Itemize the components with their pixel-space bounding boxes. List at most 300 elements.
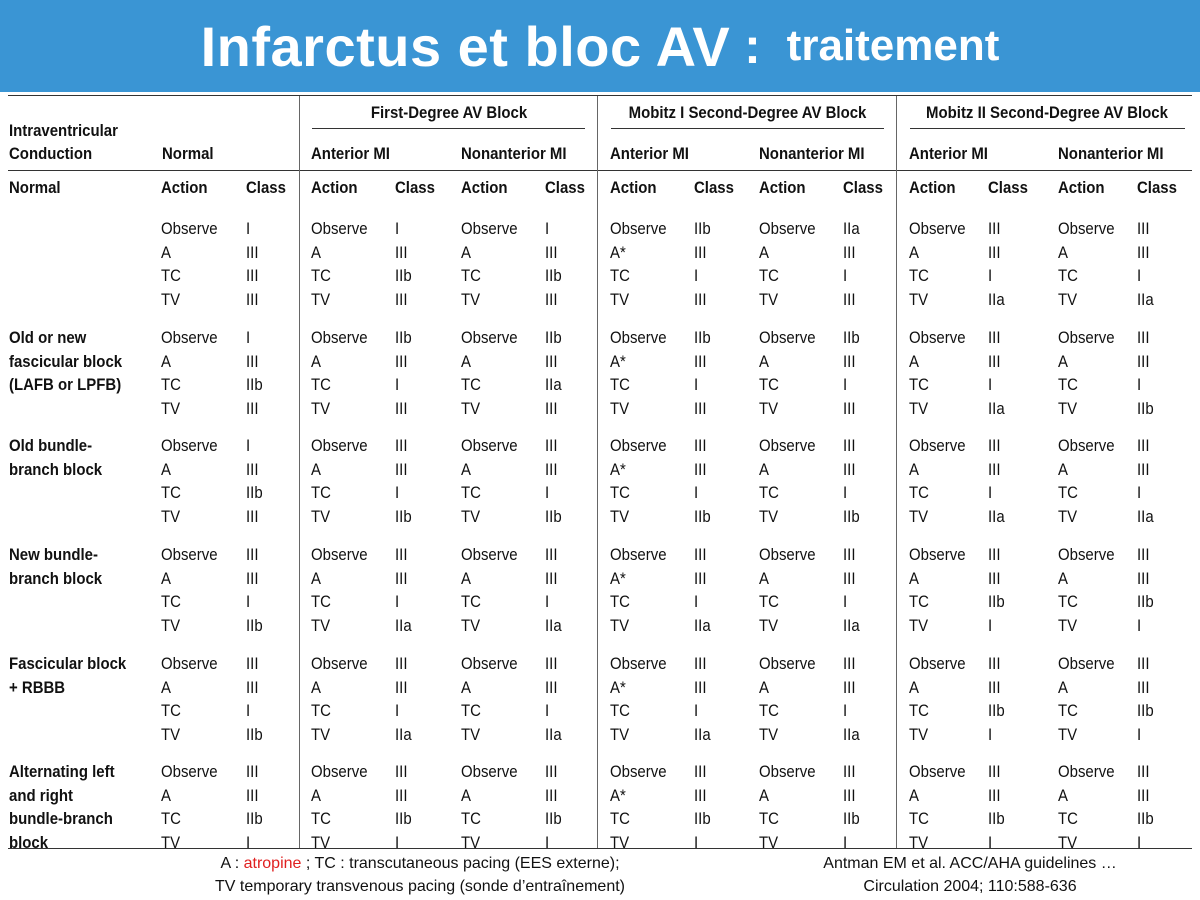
class-cell: III (545, 568, 558, 588)
group-header: Mobitz II Second-Degree AV Block (926, 103, 1168, 122)
class-cell: III (988, 436, 1001, 455)
class-cell: I (988, 833, 993, 853)
class-cell: III (246, 785, 259, 805)
action-cell: A (461, 351, 471, 371)
class-cell: III (246, 351, 259, 371)
row-label: New bundle- (9, 545, 98, 564)
action-cell: A (1058, 459, 1068, 479)
class-cell: III (545, 654, 558, 673)
action-cell: TV (461, 725, 481, 745)
class-cell: I (1137, 833, 1142, 853)
action-cell: TV (461, 507, 481, 527)
row-label: branch block (9, 568, 103, 588)
action-cell: A (759, 785, 769, 805)
action-cell: A (311, 677, 321, 697)
class-cell: III (694, 762, 707, 781)
action-cell: A (161, 351, 171, 371)
legend-line-2: TV temporary transvenous pacing (sonde d’entraînement) (215, 878, 625, 895)
action-cell: TC (161, 809, 181, 829)
class-cell: IIb (1137, 592, 1154, 612)
action-cell: A (461, 459, 471, 479)
class-cell: I (246, 436, 251, 455)
action-cell: Observe (161, 762, 218, 781)
class-cell: III (1137, 568, 1150, 588)
class-cell: IIa (545, 375, 562, 395)
action-cell: TV (759, 507, 779, 527)
action-cell: TC (759, 483, 779, 503)
class-cell: III (545, 785, 558, 805)
action-cell: TV (610, 725, 630, 745)
group-underline-first-degree (312, 128, 585, 129)
action-cell: Observe (610, 654, 667, 673)
action-header: Action (161, 178, 208, 197)
class-cell: III (843, 459, 856, 479)
class-cell: III (694, 677, 707, 697)
action-cell: Observe (161, 654, 218, 673)
class-cell: IIa (988, 399, 1005, 419)
class-header: Class (246, 178, 286, 197)
subcolumn-header: Nonanterior MI (1058, 144, 1164, 163)
action-cell: Observe (461, 545, 518, 564)
class-cell: III (843, 351, 856, 371)
action-cell: Observe (161, 436, 218, 455)
action-cell: TC (311, 375, 331, 395)
class-cell: I (395, 833, 400, 853)
footer (0, 852, 1200, 900)
row-label: Alternating left (9, 762, 115, 781)
action-cell: TV (759, 725, 779, 745)
atropine-highlight: atropine (243, 855, 302, 872)
class-cell: I (246, 592, 251, 612)
action-cell: A (161, 785, 171, 805)
class-cell: III (843, 242, 856, 262)
action-cell: Observe (1058, 436, 1115, 455)
action-cell: A (759, 568, 769, 588)
class-cell: IIb (1137, 809, 1154, 829)
row-label: (LAFB or LPFB) (9, 375, 122, 395)
action-cell: TC (610, 375, 630, 395)
action-cell: Observe (610, 762, 667, 781)
action-cell: TC (610, 809, 630, 829)
table-bottom-rule (8, 848, 1192, 849)
class-cell: IIa (1137, 290, 1154, 310)
class-cell: III (988, 351, 1001, 371)
citation (790, 852, 1150, 898)
action-cell: Observe (1058, 762, 1115, 781)
class-cell: IIa (988, 290, 1005, 310)
action-cell: TV (1058, 725, 1078, 745)
action-cell: TV (610, 507, 630, 527)
class-cell: III (988, 785, 1001, 805)
class-cell: IIb (246, 725, 263, 745)
class-cell: IIa (843, 616, 860, 636)
class-cell: III (395, 654, 408, 673)
class-cell: I (843, 375, 848, 395)
class-header: Class (545, 178, 585, 197)
class-cell: IIb (246, 375, 263, 395)
action-cell: A (461, 568, 471, 588)
class-cell: I (395, 592, 400, 612)
class-cell: III (395, 351, 408, 371)
subcolumn-header: Anterior MI (610, 144, 689, 163)
action-cell: TC (311, 809, 331, 829)
class-cell: III (988, 762, 1001, 781)
class-cell: III (843, 654, 856, 673)
class-cell: III (545, 351, 558, 371)
class-cell: III (545, 290, 558, 310)
class-cell: III (246, 399, 259, 419)
class-cell: III (1137, 677, 1150, 697)
class-cell: IIa (395, 616, 412, 636)
class-cell: III (246, 654, 259, 673)
class-cell: IIa (545, 616, 562, 636)
class-cell: IIa (545, 725, 562, 745)
action-cell: TC (461, 701, 481, 721)
action-cell: A (161, 242, 171, 262)
action-cell: TV (909, 725, 929, 745)
class-cell: III (843, 290, 856, 310)
class-cell: I (246, 219, 251, 238)
action-cell: TV (759, 833, 779, 853)
class-cell: III (843, 545, 856, 564)
class-header: Class (843, 178, 883, 197)
class-cell: I (545, 701, 550, 721)
action-cell: A (161, 677, 171, 697)
action-cell: TV (1058, 833, 1078, 853)
action-cell: TC (759, 375, 779, 395)
class-header: Class (395, 178, 435, 197)
action-cell: Observe (610, 219, 667, 238)
action-cell: A* (610, 785, 626, 805)
action-cell: TV (909, 833, 929, 853)
class-cell: IIb (988, 701, 1005, 721)
class-cell: III (694, 545, 707, 564)
class-cell: III (988, 219, 1001, 238)
subcolumn-header: Anterior MI (909, 144, 988, 163)
class-cell: III (694, 785, 707, 805)
action-cell: TV (161, 507, 181, 527)
class-cell: IIb (694, 507, 711, 527)
class-cell: III (694, 436, 707, 455)
class-cell: III (694, 351, 707, 371)
action-cell: A (1058, 568, 1068, 588)
action-cell: Observe (161, 328, 218, 347)
class-cell: III (1137, 762, 1150, 781)
title-bar (0, 0, 1200, 92)
subcolumn-header: Nonanterior MI (461, 144, 567, 163)
class-cell: III (246, 545, 259, 564)
class-cell: III (1137, 351, 1150, 371)
class-cell: III (395, 545, 408, 564)
class-cell: IIb (246, 483, 263, 503)
class-cell: IIb (545, 809, 562, 829)
action-cell: TV (610, 616, 630, 636)
class-cell: IIb (545, 507, 562, 527)
action-cell: A (311, 785, 321, 805)
class-cell: III (843, 436, 856, 455)
class-cell: I (545, 483, 550, 503)
action-cell: A (909, 459, 919, 479)
class-cell: III (694, 568, 707, 588)
class-cell: IIb (1137, 399, 1154, 419)
class-cell: I (843, 833, 848, 853)
action-cell: A (759, 459, 769, 479)
class-cell: III (988, 242, 1001, 262)
action-cell: Observe (610, 328, 667, 347)
class-cell: I (988, 725, 993, 745)
action-cell: Observe (461, 654, 518, 673)
action-cell: TC (161, 592, 181, 612)
class-cell: III (545, 677, 558, 697)
abbreviation-legend (150, 852, 690, 898)
column-divider-2 (597, 96, 598, 848)
class-cell: III (395, 242, 408, 262)
action-cell: Observe (909, 436, 966, 455)
header-bottom-rule (8, 170, 1192, 171)
class-cell: IIb (988, 809, 1005, 829)
class-cell: III (694, 399, 707, 419)
action-cell: A (461, 677, 471, 697)
action-cell: TC (1058, 375, 1078, 395)
action-cell: Observe (759, 436, 816, 455)
class-cell: III (246, 266, 259, 286)
action-cell: TV (759, 399, 779, 419)
action-cell: TV (461, 399, 481, 419)
class-cell: III (395, 436, 408, 455)
class-cell: IIb (246, 616, 263, 636)
class-cell: I (694, 266, 699, 286)
class-cell: I (694, 375, 699, 395)
class-cell: III (1137, 242, 1150, 262)
action-cell: Observe (461, 436, 518, 455)
class-cell: III (395, 568, 408, 588)
class-cell: I (988, 266, 993, 286)
action-cell: TC (909, 483, 929, 503)
class-cell: I (1137, 375, 1142, 395)
action-cell: TC (461, 809, 481, 829)
action-cell: TC (461, 592, 481, 612)
action-cell: TC (311, 701, 331, 721)
action-cell: TC (311, 592, 331, 612)
action-cell: TC (461, 375, 481, 395)
subcolumn-header: Anterior MI (311, 144, 390, 163)
group-underline-mobitz-2 (910, 128, 1185, 129)
class-cell: I (694, 701, 699, 721)
row-header-line-2: Conduction (9, 144, 93, 163)
action-cell: TC (909, 375, 929, 395)
action-cell: Observe (759, 328, 816, 347)
action-cell: TC (461, 266, 481, 286)
class-cell: I (1137, 725, 1142, 745)
action-cell: TC (311, 483, 331, 503)
action-cell: TC (759, 266, 779, 286)
class-cell: IIb (1137, 701, 1154, 721)
action-cell: Observe (311, 545, 368, 564)
action-header: Action (1058, 178, 1105, 197)
action-cell: TV (759, 616, 779, 636)
action-cell: TC (161, 266, 181, 286)
action-cell: TV (311, 399, 331, 419)
class-cell: I (545, 219, 550, 238)
action-cell: TC (1058, 483, 1078, 503)
class-cell: I (988, 375, 993, 395)
group-header: First-Degree AV Block (370, 103, 528, 122)
action-cell: TC (1058, 809, 1078, 829)
action-cell: TV (1058, 290, 1078, 310)
class-cell: IIb (395, 266, 412, 286)
action-cell: A (1058, 351, 1068, 371)
class-cell: I (843, 701, 848, 721)
class-cell: III (395, 785, 408, 805)
action-cell: A* (610, 351, 626, 371)
action-cell: Observe (610, 545, 667, 564)
action-cell: Observe (1058, 545, 1115, 564)
class-cell: III (545, 459, 558, 479)
action-cell: Observe (909, 219, 966, 238)
action-cell: TV (311, 616, 331, 636)
action-cell: TV (161, 616, 181, 636)
class-cell: IIb (694, 219, 711, 238)
class-cell: III (1137, 785, 1150, 805)
action-cell: TC (759, 809, 779, 829)
class-cell: I (1137, 616, 1142, 636)
table-top-rule (8, 95, 1192, 96)
action-cell: A* (610, 677, 626, 697)
action-cell: Observe (909, 545, 966, 564)
subcolumn-header: Nonanterior MI (759, 144, 865, 163)
action-cell: A (909, 568, 919, 588)
class-cell: III (246, 290, 259, 310)
class-cell: III (694, 654, 707, 673)
action-cell: TC (909, 809, 929, 829)
action-cell: A (311, 351, 321, 371)
class-cell: III (246, 507, 259, 527)
class-cell: III (843, 399, 856, 419)
class-cell: III (1137, 654, 1150, 673)
class-cell: IIb (694, 328, 711, 347)
action-cell: A (311, 568, 321, 588)
action-cell: TV (161, 399, 181, 419)
class-cell: IIa (395, 725, 412, 745)
row-label: + RBBB (9, 677, 66, 697)
action-cell: TC (759, 701, 779, 721)
class-cell: IIb (988, 592, 1005, 612)
action-cell: TC (909, 701, 929, 721)
class-cell: I (988, 616, 993, 636)
row-label: block (9, 833, 49, 853)
class-cell: III (246, 568, 259, 588)
class-cell: IIa (988, 507, 1005, 527)
class-cell: IIb (843, 328, 860, 347)
action-cell: TC (1058, 701, 1078, 721)
action-cell: A (759, 677, 769, 697)
class-cell: III (545, 399, 558, 419)
action-cell: A (1058, 242, 1068, 262)
action-cell: TC (311, 266, 331, 286)
action-cell: TC (161, 375, 181, 395)
action-cell: TV (311, 833, 331, 853)
action-cell: TV (610, 290, 630, 310)
class-cell: III (988, 568, 1001, 588)
class-cell: IIa (843, 219, 860, 238)
action-cell: A (161, 459, 171, 479)
class-cell: IIb (545, 266, 562, 286)
class-cell: IIb (395, 328, 412, 347)
class-cell: III (843, 762, 856, 781)
action-cell: Observe (759, 219, 816, 238)
class-cell: IIb (843, 809, 860, 829)
action-cell: A* (610, 242, 626, 262)
action-cell: Observe (311, 654, 368, 673)
action-cell: TV (311, 507, 331, 527)
class-cell: III (395, 762, 408, 781)
class-cell: III (694, 290, 707, 310)
action-cell: TC (610, 266, 630, 286)
class-cell: I (246, 833, 251, 853)
class-header: Class (988, 178, 1028, 197)
action-header: Action (909, 178, 956, 197)
action-cell: A (909, 677, 919, 697)
action-cell: A (909, 785, 919, 805)
class-cell: III (395, 399, 408, 419)
action-cell: TV (161, 725, 181, 745)
action-cell: Observe (909, 654, 966, 673)
action-cell: TC (1058, 266, 1078, 286)
action-cell: TV (759, 290, 779, 310)
column-divider-1 (299, 96, 300, 848)
action-cell: A* (610, 459, 626, 479)
class-cell: I (843, 592, 848, 612)
action-header: Action (461, 178, 508, 197)
action-header: Action (311, 178, 358, 197)
action-cell: A (759, 242, 769, 262)
row-label: bundle-branch (9, 809, 113, 829)
action-cell: Observe (610, 436, 667, 455)
class-cell: IIa (694, 725, 711, 745)
class-cell: III (246, 459, 259, 479)
row-label-normal: Normal (9, 178, 61, 197)
action-header: Action (610, 178, 657, 197)
action-cell: A (909, 242, 919, 262)
action-cell: Observe (311, 762, 368, 781)
class-cell: I (694, 483, 699, 503)
class-cell: I (545, 833, 550, 853)
class-cell: III (246, 677, 259, 697)
row-label: and right (9, 785, 73, 805)
class-cell: III (988, 654, 1001, 673)
action-cell: TV (1058, 616, 1078, 636)
action-cell: Observe (909, 328, 966, 347)
action-cell: TV (461, 290, 481, 310)
action-cell: TC (909, 592, 929, 612)
class-cell: III (694, 459, 707, 479)
class-cell: I (1137, 483, 1142, 503)
row-label: Old bundle- (9, 436, 93, 455)
class-cell: III (988, 459, 1001, 479)
class-cell: I (843, 483, 848, 503)
class-header: Class (1137, 178, 1177, 197)
action-cell: A (1058, 785, 1068, 805)
class-cell: III (1137, 459, 1150, 479)
action-cell: Observe (161, 545, 218, 564)
class-cell: I (1137, 266, 1142, 286)
class-cell: III (545, 436, 558, 455)
class-cell: III (545, 762, 558, 781)
action-cell: Observe (311, 328, 368, 347)
action-cell: TC (759, 592, 779, 612)
class-cell: I (395, 483, 400, 503)
action-cell: Observe (461, 762, 518, 781)
